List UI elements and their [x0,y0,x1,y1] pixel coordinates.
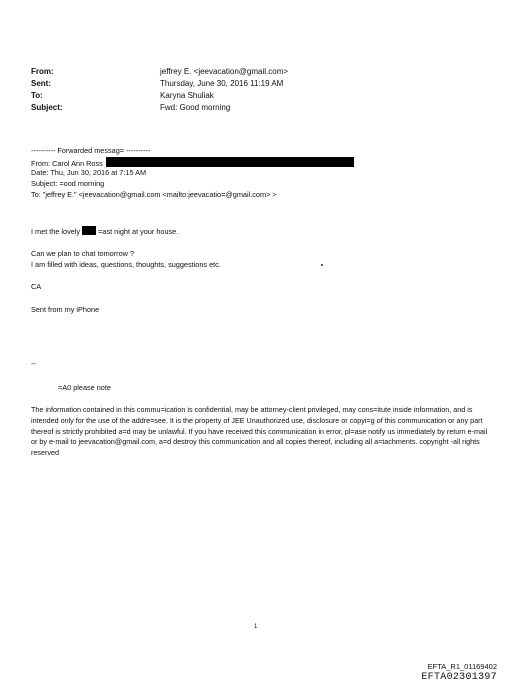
redaction-bar [106,157,354,167]
body-line-2: Can we plan to chat tomorrow ? [31,249,135,258]
bates-number-secondary: EFTA02301397 [421,672,497,683]
from-value: jeffrey E. <jeevacation@gmail.com> [160,67,289,76]
body-line-1-end: =ast night at your house. [98,227,179,236]
sent-label: Sent: [31,79,51,88]
stray-mark [321,264,323,266]
subject-label: Subject: [31,103,63,112]
page-number: 1 [254,624,258,630]
bates-number-primary: EFTA_R1_01169402 [427,662,497,671]
body-line-3: I am filled with ideas, questions, thoughts, suggestions etc. [31,260,221,269]
forwarded-to: To: "jeffrey E." <jeevacation@gmail.com <mailto:jeevacatio=@gmail.com> > [31,190,277,199]
forwarded-date: Date: Thu, Jun 30, 2016 at 7:15 AM [31,168,147,177]
body-line-1-start: I met the lovely [31,227,81,236]
subject-value: Fwd: Good morning [160,103,231,112]
from-label: From: [31,67,54,76]
confidentiality-disclaimer: The information contained in this commu=ication is confidential, may be attorney-client privileged, may cons=itute inside information, and is intended only for the use of the addre=see. It is the property of JEE Unauthorized use, disclosure or copyi=g of this communication or any part thereof is strictly prohibited a=d may be unlawful. If you have received this communication in error, pl=ase notify us immediately by return e-mail or by e-mail to jeevacation@gmail.com, a=d destroy this communication and all copies thereof, including all a=tachments. copyright -all rights reserved [31,405,488,458]
to-label: To: [31,91,43,100]
redaction-bar [82,226,96,235]
please-note: =A0 please note [58,383,111,392]
forwarded-separator: ---------- Forwarded messag= ---------- [31,146,151,155]
signoff: CA [31,282,42,291]
body-line-1 [31,226,178,237]
forwarded-subject: Subject: =ood morning [31,179,105,188]
sent-from-iphone: Sent from my iPhone [31,305,100,314]
sent-value: Thursday, June 30, 2016 11:19 AM [160,79,284,88]
signature-dashes: -- [31,359,36,368]
forwarded-from-text: From: Carol Ann Ross [31,159,103,168]
to-value: Karyna Shuliak [160,91,214,100]
